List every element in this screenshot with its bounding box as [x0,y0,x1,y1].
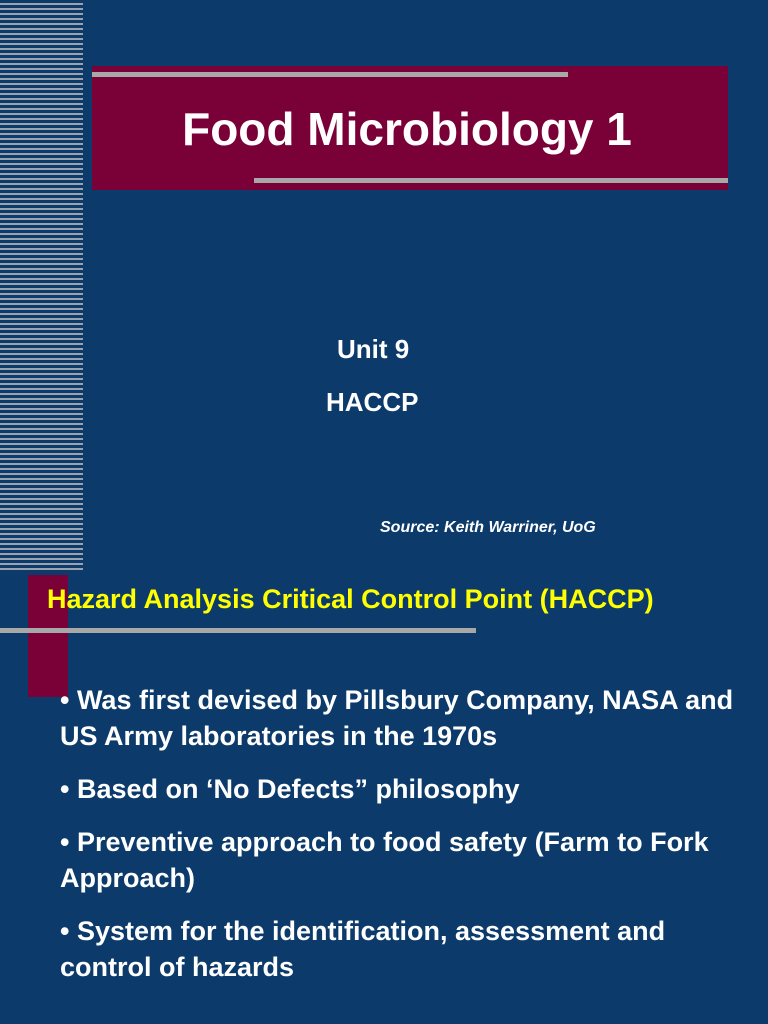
bullet-item: • Was first devised by Pillsbury Company, NASA and US Army laboratories in the 1970s [60,685,734,751]
slide-title: Food Microbiology 1 [182,103,632,155]
title-rule-bottom [254,178,728,183]
bullet-item: • Preventive approach to food safety (Farm to Fork Approach) [60,827,709,893]
bullet-item: • System for the identification, assessment and control of hazards [60,916,666,982]
bullet-item: • Based on ‘No Defects” philosophy [60,774,520,804]
unit-label: Unit 9 [337,334,410,364]
topic-label: HACCP [326,387,419,417]
source-credit: Source: Keith Warriner, UoG [380,519,596,536]
decorative-stripes [0,0,83,570]
heading-rule [0,628,476,633]
bullet-list [60,682,750,1002]
section-heading: Hazard Analysis Critical Control Point (HACCP) [47,584,654,614]
title-rule-top [92,72,568,77]
